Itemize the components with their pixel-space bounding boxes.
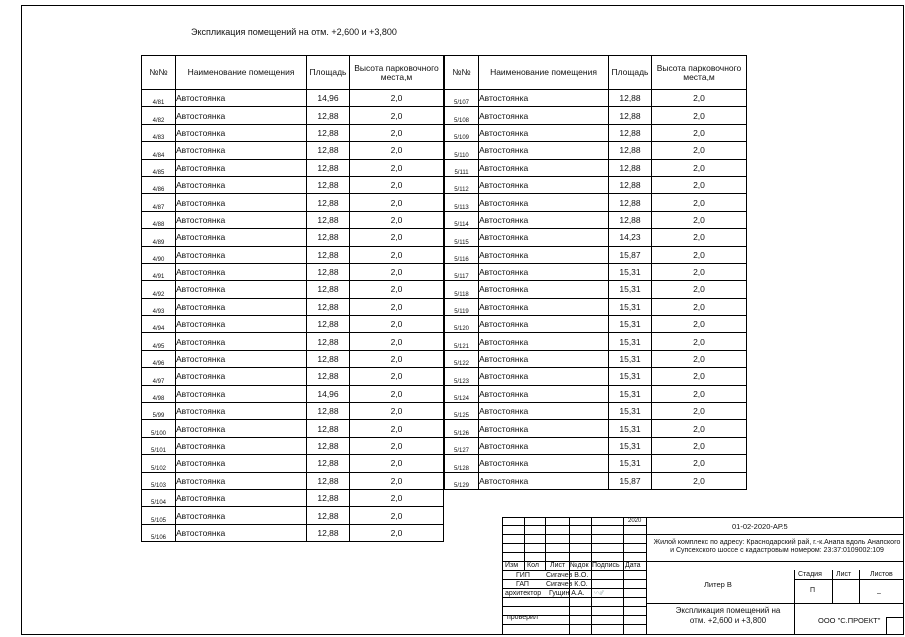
room-number: 4/81 [142,90,176,107]
room-number: 5/109 [445,124,479,141]
room-number: 5/125 [445,403,479,420]
parking-height: 2,0 [652,316,747,333]
room-number: 5/122 [445,350,479,367]
room-name: Автостоянка [176,107,307,124]
stamp-year: 2020 [628,518,642,524]
table-row [142,524,444,541]
explication-table-left [141,55,444,542]
sheet-label: Лист [836,571,852,578]
parking-height: 2,0 [350,263,444,280]
room-name: Автостоянка [479,124,609,141]
table-row [142,124,444,141]
room-name: Автостоянка [479,90,609,107]
room-name: Автостоянка [479,385,609,402]
stamp-header-signature: Подпись [592,562,620,569]
table-row [445,298,747,315]
parking-height: 2,0 [652,107,747,124]
room-area: 15,31 [609,350,652,367]
room-name: Автостоянка [479,350,609,367]
room-name: Автостоянка [479,333,609,350]
parking-height: 2,0 [350,159,444,176]
room-area: 12,88 [307,437,350,454]
room-name: Автостоянка [176,472,307,489]
room-area: 12,88 [609,90,652,107]
room-number: 5/102 [142,455,176,472]
parking-height: 2,0 [350,142,444,159]
table-row [445,124,747,141]
table-row [142,316,444,333]
room-area: 12,88 [307,159,350,176]
parking-height: 2,0 [652,90,747,107]
room-area: 12,88 [609,124,652,141]
table-row [142,159,444,176]
room-number: 5/112 [445,176,479,193]
table-row [445,385,747,402]
room-number: 5/114 [445,211,479,228]
room-name: Автостоянка [176,246,307,263]
stamp-header-kol: Кол [527,562,539,569]
parking-height: 2,0 [652,472,747,489]
signature-mark: 〰∕∕ [594,590,604,597]
room-name: Автостоянка [479,211,609,228]
room-area: 12,88 [307,194,350,211]
document-code: 01-02-2020-АР.5 [732,522,788,531]
parking-height: 2,0 [350,124,444,141]
room-name: Автостоянка [176,194,307,211]
table-row [142,333,444,350]
explication-table-right [444,55,747,490]
room-name: Автостоянка [176,437,307,454]
room-number: 5/104 [142,489,176,506]
parking-height: 2,0 [350,246,444,263]
room-name: Автостоянка [479,142,609,159]
table-row [142,176,444,193]
room-name: Автостоянка [176,420,307,437]
parking-height: 2,0 [350,507,444,524]
room-name: Автостоянка [479,246,609,263]
room-name: Автостоянка [479,437,609,454]
room-name: Автостоянка [176,333,307,350]
room-area: 15,31 [609,263,652,280]
room-name: Автостоянка [176,368,307,385]
room-number: 5/103 [142,472,176,489]
room-area: 15,31 [609,368,652,385]
room-number: 5/129 [445,472,479,489]
room-area: 12,88 [307,524,350,541]
room-area: 15,31 [609,316,652,333]
room-number: 4/93 [142,298,176,315]
role-architect: архитектор [505,590,542,597]
room-area: 15,31 [609,385,652,402]
col-header-area: Площадь [307,56,350,90]
room-number: 5/128 [445,455,479,472]
table-row [445,420,747,437]
table-row [142,281,444,298]
table-row [445,368,747,385]
room-area: 12,88 [307,472,350,489]
parking-height: 2,0 [652,142,747,159]
stamp-header-ndok: №док [570,562,589,569]
table-row [142,385,444,402]
room-area: 12,88 [307,455,350,472]
table-row [445,211,747,228]
table-row [445,281,747,298]
table-row [445,159,747,176]
room-number: 5/121 [445,333,479,350]
table-row [445,403,747,420]
room-area: 12,88 [609,176,652,193]
room-name: Автостоянка [176,159,307,176]
sheets-label: Листов [870,571,893,578]
room-area: 15,31 [609,403,652,420]
table-row [142,107,444,124]
room-number: 5/106 [142,524,176,541]
table-row [142,229,444,246]
room-area: 14,96 [307,385,350,402]
parking-height: 2,0 [652,333,747,350]
table-row [142,403,444,420]
room-number: 5/107 [445,90,479,107]
table-row [445,350,747,367]
parking-height: 2,0 [350,437,444,454]
parking-height: 2,0 [652,385,747,402]
room-area: 12,88 [307,211,350,228]
parking-height: 2,0 [652,159,747,176]
room-area: 12,88 [609,142,652,159]
parking-height: 2,0 [652,368,747,385]
room-area: 12,88 [307,333,350,350]
room-number: 5/110 [445,142,479,159]
table-row [142,368,444,385]
table-row [142,472,444,489]
room-name: Автостоянка [176,316,307,333]
parking-height: 2,0 [652,246,747,263]
parking-height: 2,0 [350,176,444,193]
room-name: Автостоянка [479,159,609,176]
table-row [142,90,444,107]
room-area: 12,88 [307,420,350,437]
room-name: Автостоянка [176,142,307,159]
stage-value: П [810,587,816,594]
room-area: 12,88 [307,403,350,420]
room-area: 12,88 [609,107,652,124]
parking-height: 2,0 [652,211,747,228]
room-number: 5/111 [445,159,479,176]
parking-height: 2,0 [350,211,444,228]
room-area: 12,88 [307,368,350,385]
room-name: Автостоянка [479,194,609,211]
room-number: 5/127 [445,437,479,454]
stage-label: Стадия [798,571,822,578]
room-number: 5/105 [142,507,176,524]
table-row [445,229,747,246]
room-area: 12,88 [307,507,350,524]
parking-height: 2,0 [652,124,747,141]
col-header-number: №№ [142,56,176,90]
room-name: Автостоянка [176,263,307,280]
room-name: Автостоянка [176,507,307,524]
room-area: 12,88 [307,281,350,298]
room-area: 15,31 [609,437,652,454]
parking-height: 2,0 [652,281,747,298]
col-header-number: №№ [445,56,479,90]
room-name: Автостоянка [176,455,307,472]
room-area: 12,88 [307,489,350,506]
room-number: 5/118 [445,281,479,298]
name-gip: Сигачев В.О. [546,572,589,579]
room-name: Автостоянка [479,229,609,246]
stamp-header-date: Дата [625,562,641,569]
room-number: 4/96 [142,350,176,367]
room-area: 15,31 [609,455,652,472]
parking-height: 2,0 [652,298,747,315]
table-row [445,455,747,472]
room-number: 4/91 [142,263,176,280]
room-number: 4/94 [142,316,176,333]
room-number: 5/117 [445,263,479,280]
table-row [142,298,444,315]
room-number: 5/123 [445,368,479,385]
parking-height: 2,0 [350,194,444,211]
room-number: 4/89 [142,229,176,246]
room-number: 4/88 [142,211,176,228]
table-row [445,437,747,454]
room-name: Автостоянка [479,472,609,489]
table-row [142,194,444,211]
room-number: 5/100 [142,420,176,437]
table-row [142,211,444,228]
parking-height: 2,0 [350,420,444,437]
room-area: 12,88 [307,316,350,333]
room-area: 12,88 [609,211,652,228]
room-number: 4/98 [142,385,176,402]
table-row [445,107,747,124]
parking-height: 2,0 [350,90,444,107]
room-name: Автостоянка [479,316,609,333]
room-area: 15,87 [609,472,652,489]
room-number: 5/120 [445,316,479,333]
room-number: 4/84 [142,142,176,159]
room-name: Автостоянка [479,263,609,280]
room-number: 5/126 [445,420,479,437]
room-name: Автостоянка [176,124,307,141]
room-area: 12,88 [307,246,350,263]
parking-height: 2,0 [350,368,444,385]
room-area: 12,88 [307,298,350,315]
table-row [142,350,444,367]
parking-height: 2,0 [350,229,444,246]
parking-height: 2,0 [652,403,747,420]
room-number: 5/113 [445,194,479,211]
sheets-value: – [877,590,881,597]
room-name: Автостоянка [176,524,307,541]
col-header-area: Площадь [609,56,652,90]
table-row [142,507,444,524]
page-title: Экспликация помещений на отм. +2,600 и +3,800 [191,27,397,37]
room-area: 12,88 [307,263,350,280]
room-name: Автостоянка [176,403,307,420]
col-header-height: Высота парковочного места,м [652,56,747,90]
room-area: 15,31 [609,298,652,315]
parking-height: 2,0 [350,472,444,489]
room-number: 5/124 [445,385,479,402]
stamp-header-list: Лист [550,562,566,569]
parking-height: 2,0 [652,455,747,472]
table-row [445,472,747,489]
parking-height: 2,0 [652,176,747,193]
room-name: Автостоянка [176,385,307,402]
parking-height: 2,0 [350,350,444,367]
table-row [142,420,444,437]
room-number: 5/108 [445,107,479,124]
room-number: 4/95 [142,333,176,350]
room-name: Автостоянка [176,489,307,506]
project-address: Жилой комплекс по адресу: Краснодарский рай, г.-к.Анапа вдоль Анапского и Супсехского шоссе с кадастровым номером: 23:37:0109002:109 [653,539,901,554]
table-row [445,142,747,159]
room-number: 4/92 [142,281,176,298]
room-number: 5/115 [445,229,479,246]
table-row [445,90,747,107]
room-number: 4/85 [142,159,176,176]
room-area: 15,87 [609,246,652,263]
table-row [142,437,444,454]
table-row [142,489,444,506]
room-number: 4/86 [142,176,176,193]
room-name: Автостоянка [176,350,307,367]
room-name: Автостоянка [479,403,609,420]
parking-height: 2,0 [652,437,747,454]
parking-height: 2,0 [350,385,444,402]
room-name: Автостоянка [176,281,307,298]
parking-height: 2,0 [350,455,444,472]
col-header-name: Наименование помещения [176,56,307,90]
parking-height: 2,0 [652,350,747,367]
room-name: Автостоянка [479,107,609,124]
room-area: 12,88 [307,229,350,246]
room-area: 12,88 [307,350,350,367]
room-area: 12,88 [307,176,350,193]
parking-height: 2,0 [652,420,747,437]
table-row [445,176,747,193]
col-header-height: Высота парковочного места,м [350,56,444,90]
role-gap: ГАП [516,581,529,588]
parking-height: 2,0 [350,316,444,333]
table-row [142,142,444,159]
table-row [445,263,747,280]
table-row [445,333,747,350]
room-name: Автостоянка [479,420,609,437]
room-number: 4/82 [142,107,176,124]
room-name: Автостоянка [176,298,307,315]
room-number: 4/83 [142,124,176,141]
name-gap: Сигачев К.О. [546,581,588,588]
parking-height: 2,0 [652,194,747,211]
drawing-title: Экспликация помещений на отм. +2,600 и +3,800 [675,606,781,625]
room-area: 12,88 [307,124,350,141]
parking-height: 2,0 [350,281,444,298]
room-area: 12,88 [609,194,652,211]
name-architect: Гущин А.А. [549,590,585,597]
room-name: Автостоянка [176,211,307,228]
room-number: 4/87 [142,194,176,211]
room-name: Автостоянка [479,176,609,193]
room-area: 12,88 [307,107,350,124]
table-row [142,455,444,472]
title-block [502,517,904,635]
parking-height: 2,0 [350,107,444,124]
parking-height: 2,0 [350,333,444,350]
room-number: 5/101 [142,437,176,454]
room-name: Автостоянка [479,368,609,385]
parking-height: 2,0 [350,524,444,541]
room-number: 5/116 [445,246,479,263]
room-name: Автостоянка [479,455,609,472]
room-name: Автостоянка [176,176,307,193]
stamp-header-izm: Изм [505,562,519,569]
room-area: 12,88 [609,159,652,176]
room-area: 14,23 [609,229,652,246]
role-checked: проверил [507,614,538,621]
parking-height: 2,0 [350,403,444,420]
room-name: Автостоянка [479,281,609,298]
room-name: Автостоянка [176,229,307,246]
room-name: Автостоянка [176,90,307,107]
room-number: 5/119 [445,298,479,315]
role-gip: ГИП [516,572,530,579]
parking-height: 2,0 [350,298,444,315]
table-row [142,263,444,280]
table-row [142,246,444,263]
room-name: Автостоянка [479,298,609,315]
parking-height: 2,0 [350,489,444,506]
room-area: 14,96 [307,90,350,107]
table-row [445,246,747,263]
parking-height: 2,0 [652,263,747,280]
room-area: 15,31 [609,333,652,350]
room-area: 15,31 [609,281,652,298]
room-number: 5/99 [142,403,176,420]
room-area: 12,88 [307,142,350,159]
building-name: Литер В [704,580,732,589]
col-header-name: Наименование помещения [479,56,609,90]
room-number: 4/97 [142,368,176,385]
room-area: 15,31 [609,420,652,437]
table-row [445,194,747,211]
room-number: 4/90 [142,246,176,263]
table-row [445,316,747,333]
company-name: ООО "С.ПРОЕКТ" [818,616,881,625]
parking-height: 2,0 [652,229,747,246]
